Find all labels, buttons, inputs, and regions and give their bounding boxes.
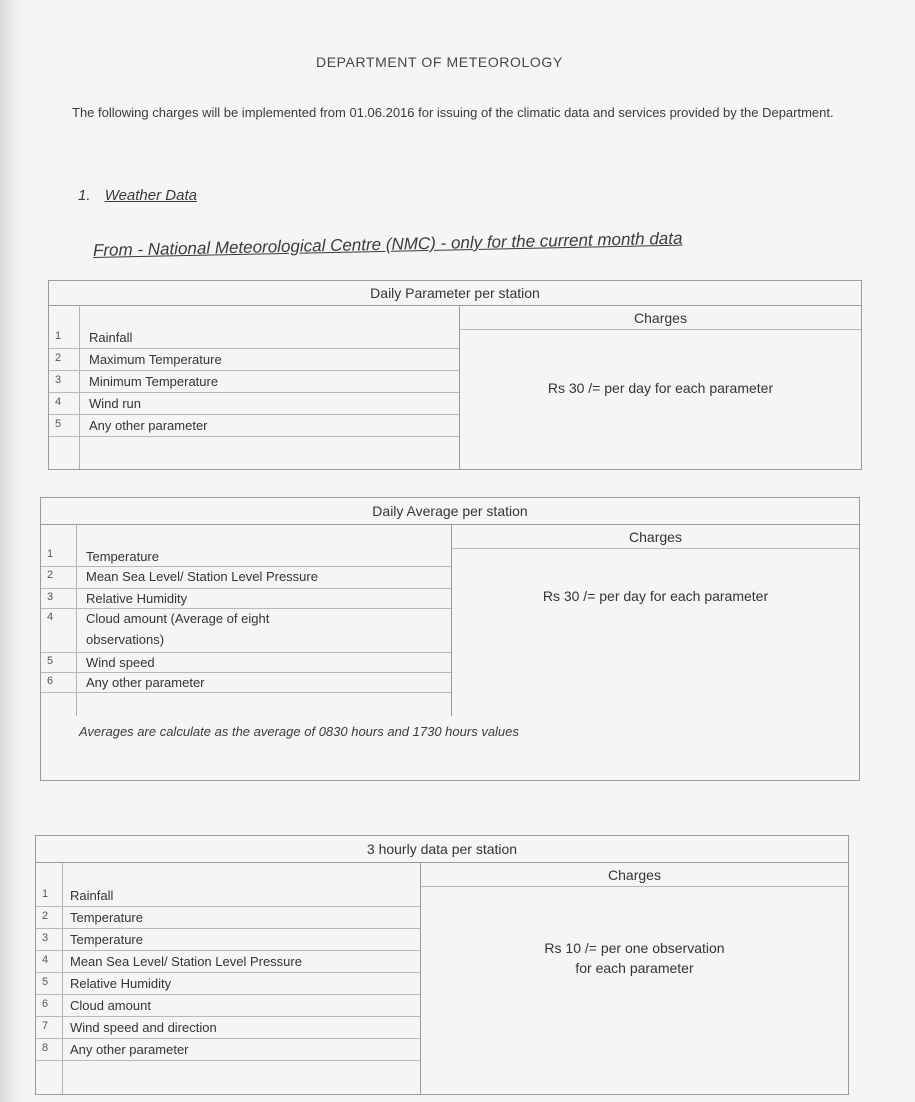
charges-header: Charges [421,864,848,887]
table-row: 5 Relative Humidity [36,972,420,995]
table-row: 3 Temperature [36,928,420,951]
table-row: 7 Wind speed and direction [36,1016,420,1039]
table-row: 1 Rainfall [49,326,459,349]
three-hourly-table [35,835,849,1095]
table-title: 3 hourly data per station [36,836,848,863]
charges-line-1: Rs 10 /= per one observation [544,940,725,956]
table-row: 1 Rainfall [36,882,420,907]
page-binding-shadow [0,0,24,1102]
table-row: 4 Mean Sea Level/ Station Level Pressure [36,950,420,973]
table-row: 2 Temperature [36,906,420,929]
charges-line-2: for each parameter [575,960,694,976]
table-title: Daily Average per station [41,498,859,525]
table-title: Daily Parameter per station [49,281,861,306]
table-row: 1 Temperature [41,546,451,567]
charges-header: Charges [460,307,861,330]
section-heading [78,187,197,204]
table-row: 5 Wind speed [41,652,451,673]
intro-paragraph: The following charges will be implemented from 01.06.2016 for issuing of the climatic data and services provided by the Department. [72,105,834,120]
table-row: 5 Any other parameter [49,414,459,437]
table-row: 2 Maximum Temperature [49,348,459,371]
charges-text [421,938,848,978]
daily-parameter-table [48,280,862,470]
table-row: 3 Minimum Temperature [49,370,459,393]
table-row: 4 Cloud amount (Average of eight observations) [41,608,451,653]
table-row: 3 Relative Humidity [41,588,451,609]
table-row: 6 Any other parameter [41,672,451,693]
charges-text: Rs 30 /= per day for each parameter [542,588,769,604]
table-row: 6 Cloud amount [36,994,420,1017]
source-subheading: From - National Meteorological Centre (NMC) - only for the current month data [92,228,683,260]
table-row: 2 Mean Sea Level/ Station Level Pressure [41,566,451,589]
table-row: 4 Wind run [49,392,459,415]
charges-text: Rs 30 /= per day for each parameter [547,380,774,396]
charges-header: Charges [452,526,859,549]
daily-average-table [40,497,860,781]
section-number: 1. [78,187,91,204]
averages-note: Averages are calculate as the average of 0830 hours and 1730 hours values [79,724,519,739]
page-title: DEPARTMENT OF METEOROLOGY [316,54,563,70]
section-title: Weather Data [104,187,197,204]
table-row: 8 Any other parameter [36,1038,420,1061]
